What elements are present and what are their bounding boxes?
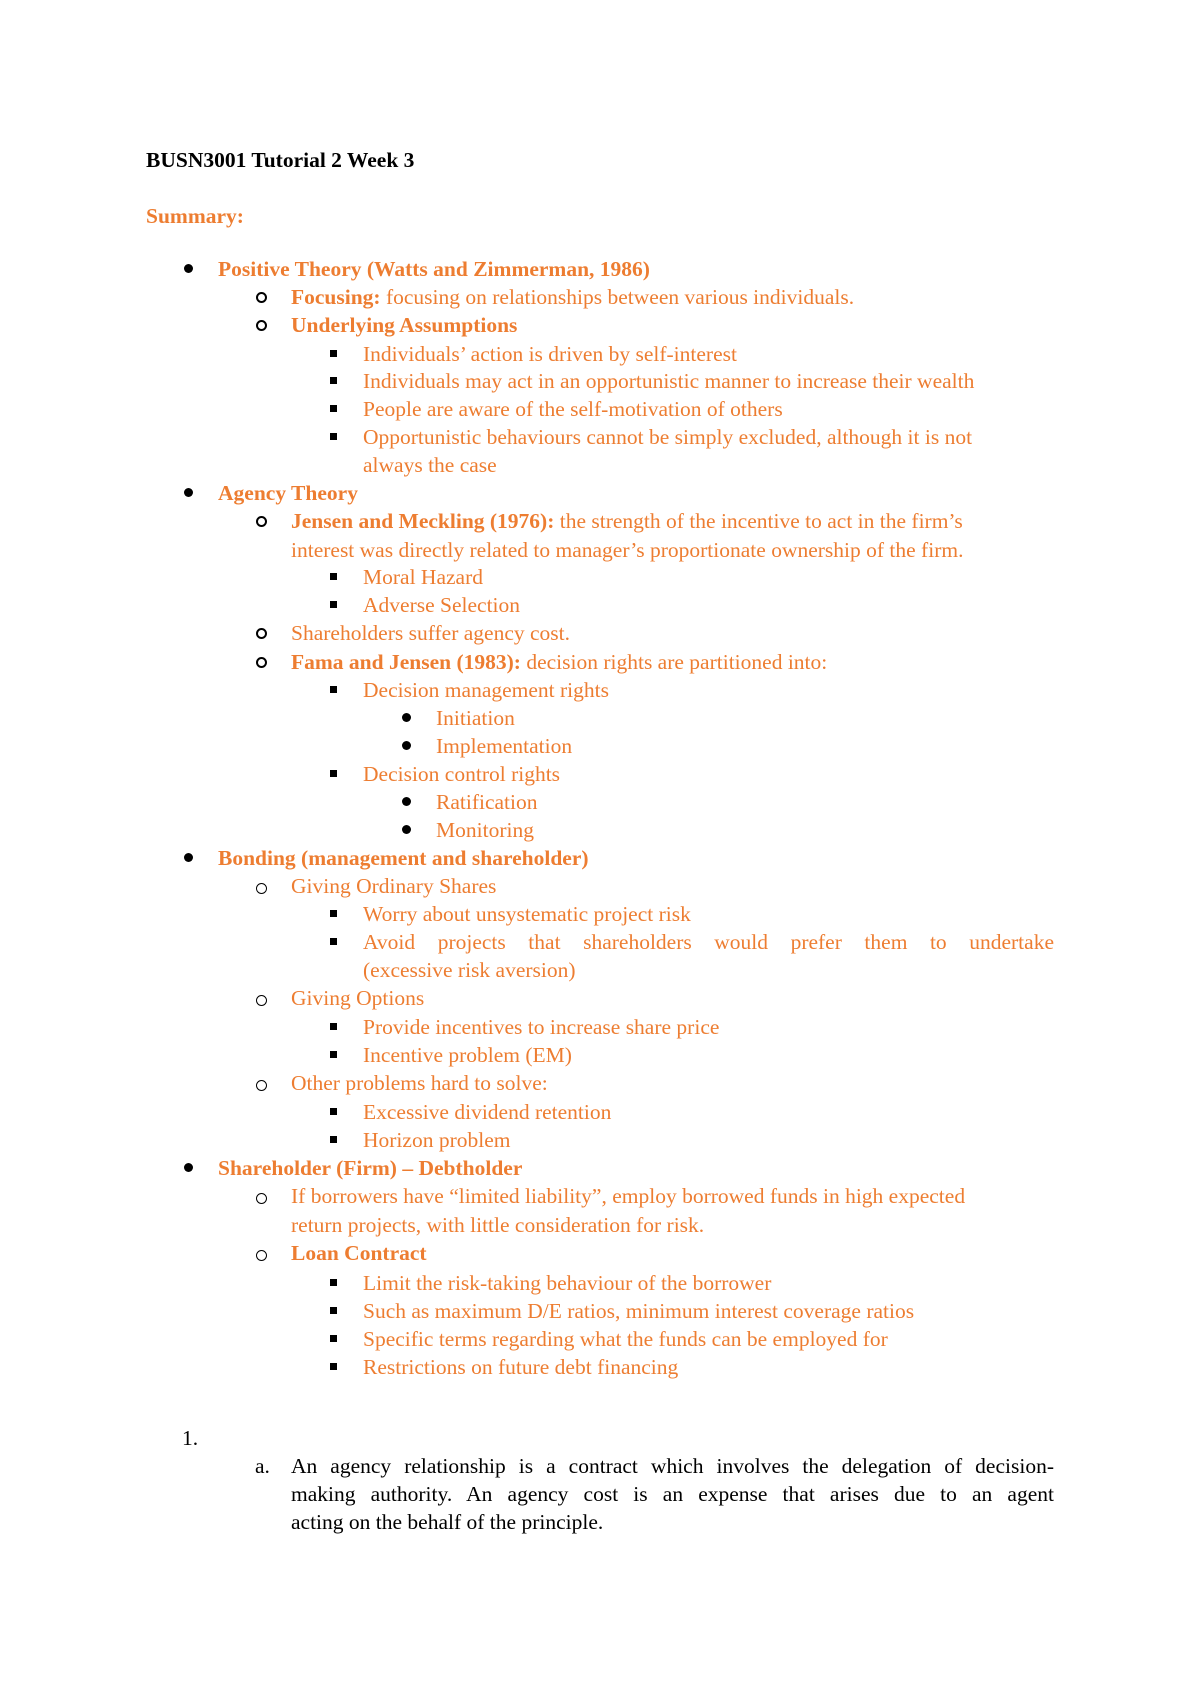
question-number: 1.: [182, 1426, 199, 1450]
management-rights: Decision management rights: [363, 678, 609, 702]
bonding-heading: Bonding (management and shareholder): [218, 846, 589, 870]
bullet-square-icon: [330, 1051, 337, 1058]
assumptions-heading: Underlying Assumptions: [291, 313, 518, 337]
bullet-disc-icon: [402, 713, 411, 722]
fama-jensen-text: decision rights are partitioned into:: [526, 650, 828, 674]
other-item: Excessive dividend retention: [363, 1100, 612, 1124]
bullet-disc-icon: [402, 741, 411, 750]
shareholders-cost: Shareholders suffer agency cost.: [291, 621, 571, 645]
bullet-ring-icon: [256, 657, 267, 668]
jensen-meckling-continued: interest was directly related to manager’s proportionate ownership of the firm.: [291, 538, 964, 562]
bullet-open-circle-icon: [256, 883, 267, 894]
other-problems: Other problems hard to solve:: [291, 1071, 548, 1095]
fama-jensen-label: Fama and Jensen (1983):: [291, 650, 521, 674]
bullet-open-circle-icon: [256, 995, 267, 1006]
bullet-square-icon: [330, 1307, 337, 1314]
answer-line: making authority. An agency cost is an expense that arises due to an agent: [291, 1482, 1054, 1506]
bullet-square-icon: [330, 601, 337, 608]
assumption-item: Individuals may act in an opportunistic manner to increase their wealth: [363, 369, 975, 393]
options-item: Incentive problem (EM): [363, 1043, 572, 1067]
bullet-square-icon: [330, 1335, 337, 1342]
focusing-text: focusing on relationships between various individuals.: [385, 285, 855, 309]
bullet-square-icon: [330, 1279, 337, 1286]
summary-heading: Summary:: [146, 204, 244, 228]
assumption-item: People are aware of the self-motivation of others: [363, 397, 783, 421]
bullet-square-icon: [330, 1363, 337, 1370]
bullet-square-icon: [330, 433, 337, 440]
limited-liability-continued: return projects, with little consideration for risk.: [291, 1213, 705, 1237]
other-item: Horizon problem: [363, 1128, 511, 1152]
bonding-item: Worry about unsystematic project risk: [363, 902, 691, 926]
bullet-open-circle-icon: [256, 1080, 267, 1091]
bullet-square-icon: [330, 938, 337, 945]
bullet-disc-icon: [184, 1163, 193, 1172]
fama-jensen-line: [291, 649, 827, 676]
bonding-item-continued: (excessive risk aversion): [363, 958, 576, 982]
bullet-disc-icon: [184, 264, 193, 273]
giving-options: Giving Options: [291, 986, 425, 1010]
management-item: Implementation: [436, 734, 573, 758]
bullet-square-icon: [330, 405, 337, 412]
bullet-square-icon: [330, 1136, 337, 1143]
jensen-meckling-label: Jensen and Meckling (1976):: [291, 509, 555, 533]
bullet-square-icon: [330, 573, 337, 580]
answer-line: An agency relationship is a contract which involves the delegation of decision-: [291, 1454, 1054, 1478]
assumption-item-continued: always the case: [363, 453, 497, 477]
agency-theory-heading: Agency Theory: [218, 481, 358, 505]
bullet-disc-icon: [184, 853, 193, 862]
loan-item: Such as maximum D/E ratios, minimum interest coverage ratios: [363, 1299, 915, 1323]
bullet-square-icon: [330, 1108, 337, 1115]
document-title: BUSN3001 Tutorial 2 Week 3: [146, 148, 415, 172]
management-item: Initiation: [436, 706, 515, 730]
bullet-ring-icon: [256, 628, 267, 639]
options-item: Provide incentives to increase share price: [363, 1015, 720, 1039]
control-item: Ratification: [436, 790, 538, 814]
loan-item: Specific terms regarding what the funds can be employed for: [363, 1327, 888, 1351]
answer-line: acting on the behalf of the principle.: [291, 1510, 604, 1534]
focusing-label: Focusing:: [291, 285, 381, 309]
control-item: Monitoring: [436, 818, 534, 842]
bullet-disc-icon: [402, 797, 411, 806]
limited-liability: If borrowers have “limited liability”, employ borrowed funds in high expected: [291, 1184, 966, 1208]
jensen-meckling-line: [291, 508, 963, 535]
bullet-square-icon: [330, 770, 337, 777]
bullet-square-icon: [330, 1023, 337, 1030]
question-part-letter: a.: [255, 1454, 270, 1478]
control-rights: Decision control rights: [363, 762, 561, 786]
debt-heading: Shareholder (Firm) – Debtholder: [218, 1156, 523, 1180]
agency-item: Moral Hazard: [363, 565, 483, 589]
bullet-ring-icon: [256, 292, 267, 303]
loan-item: Restrictions on future debt financing: [363, 1355, 679, 1379]
focusing-line: [291, 284, 854, 311]
assumption-item: Opportunistic behaviours cannot be simply excluded, although it is not: [363, 425, 973, 449]
jensen-meckling-text: the strength of the incentive to act in the firm’s: [559, 509, 963, 533]
positive-theory-heading: Positive Theory (Watts and Zimmerman, 1986): [218, 257, 650, 281]
bullet-open-circle-icon: [256, 1250, 267, 1261]
bullet-ring-icon: [256, 320, 267, 331]
bullet-ring-icon: [256, 516, 267, 527]
bullet-square-icon: [330, 350, 337, 357]
agency-item: Adverse Selection: [363, 593, 521, 617]
bullet-square-icon: [330, 910, 337, 917]
bullet-open-circle-icon: [256, 1193, 267, 1204]
loan-contract-heading: Loan Contract: [291, 1241, 427, 1265]
ordinary-shares: Giving Ordinary Shares: [291, 874, 497, 898]
bullet-square-icon: [330, 686, 337, 693]
loan-item: Limit the risk-taking behaviour of the borrower: [363, 1271, 772, 1295]
bullet-disc-icon: [184, 488, 193, 497]
bullet-square-icon: [330, 377, 337, 384]
assumption-item: Individuals’ action is driven by self-interest: [363, 342, 737, 366]
bullet-disc-icon: [402, 825, 411, 834]
bonding-item: Avoid projects that shareholders would prefer them to undertake: [363, 930, 1054, 954]
